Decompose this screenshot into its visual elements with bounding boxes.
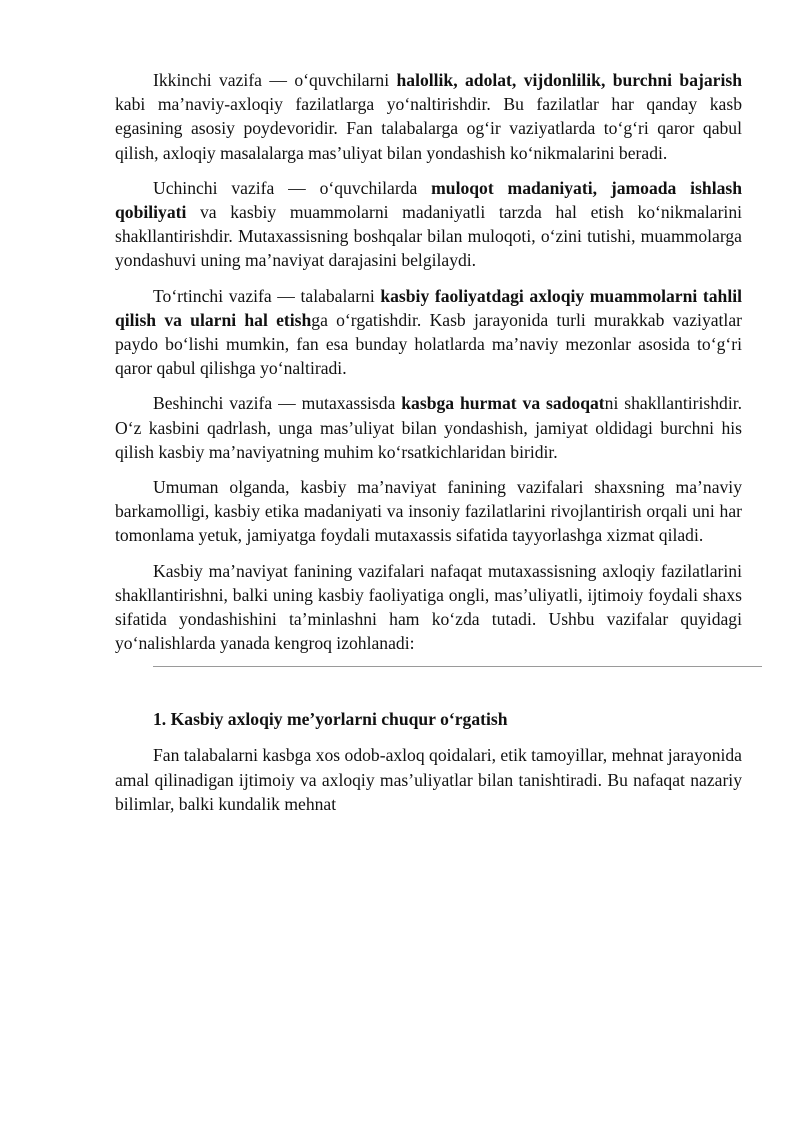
paragraph-text: ni shakllantirishdir. O‘z kasbini qadrlash, unga mas’uliyat bilan yondashish, jamiyat oldidagi burchni his qilish kasbiy ma’naviyatning muhim ko‘rsatkichlaridan biridir. — [115, 393, 743, 462]
paragraph-text: Ikkinchi vazifa — o‘quvchilarni — [153, 70, 397, 90]
paragraph-text: To‘rtinchi vazifa — talabalarni — [153, 285, 381, 306]
bold-phrase: kasbga hurmat va sadoqat — [401, 393, 605, 414]
section-heading: 1. Kasbiy axloqiy me’yorlarni chuqur o‘rgatish — [153, 709, 508, 730]
paragraph-text: ga o‘rgatishdir. Kasb jarayonida turli murakkab vaziyatlar paydo bo‘lishi mumkin, fan esa bunday holatlarda ma’naviy mezonlar asosida to‘g‘ri qaror qabul qilishga yo‘naltiradi. — [115, 309, 742, 379]
paragraph-text: Beshinchi vazifa — mutaxassisda — [153, 393, 402, 414]
paragraph-third-task — [115, 176, 742, 273]
paragraph-summary: Umuman olganda, kasbiy ma’naviyat fanining vazifalari shaxsning ma’naviy barkamolligi, kasbiy etika madaniyati va insoniy fazilatlarini rivojlantirish orqali uni har tomonlama yetuk, jamiyatga foydali mutaxassis sifatida tayyorlashga xizmat qiladi. — [115, 477, 742, 546]
paragraph-text: Uchinchi vazifa — o‘quvchilarda — [153, 177, 432, 198]
paragraph-fifth-task — [115, 391, 742, 464]
paragraph-conclusion: Kasbiy ma’naviyat fanining vazifalari nafaqat mutaxassisning axloqiy fazilatlarini shakllantirishni, balki uning kasbiy faoliyatiga ongli, mas’uliyatli, ijtimoiy foydali shaxs sifatida yondashishini ta’minlashni ham ko‘zda tutadi. Ushbu vazifalar quyidagi yo‘nalishlarda yanada kengroq izohlanadi: — [115, 560, 742, 654]
paragraph-text: kabi ma’naviy-axloqiy fazilatlarga yo‘naltirishdir. Bu fazilatlar har qanday kasb egasining asosiy poydevoridir. Fan talabalarga og‘ir vaziyatlarda to‘g‘ri qaror qabul qilish, axloqiy masalalarga mas’uliyat bilan yondashish ko‘nikmalarini beradi. — [115, 94, 742, 163]
paragraph-second-task — [115, 68, 742, 165]
bold-phrase: muloqot madaniyati, jamoada ishlash qobiliyati — [115, 177, 743, 223]
section-divider — [153, 666, 762, 667]
bold-phrase: kasbiy faoliyatdagi axloqiy muammolarni tahlil qilish va ularni hal etish — [115, 285, 742, 330]
paragraph-fourth-task — [115, 284, 742, 381]
bold-phrase: halollik, adolat, vijdonlilik, burchni bajarish — [396, 70, 742, 90]
section-paragraph: Fan talabalarni kasbga xos odob-axloq qoidalari, etik tamoyillar, mehnat jarayonida amal qilinadigan ijtimoiy va axloqiy mas’uliyatlar bilan tanishtiradi. Bu nafaqat nazariy bilimlar, balki kundalik mehnat — [115, 745, 742, 814]
paragraph-text: va kasbiy muammolarni madaniyatli tarzda hal etish ko‘nikmalarini shakllantirishdir. Mutaxassisning boshqalar bilan muloqoti, o‘zini tutishi, muammolarga yondashuvi uning ma’naviyat darajasini belgilaydi. — [115, 202, 742, 271]
